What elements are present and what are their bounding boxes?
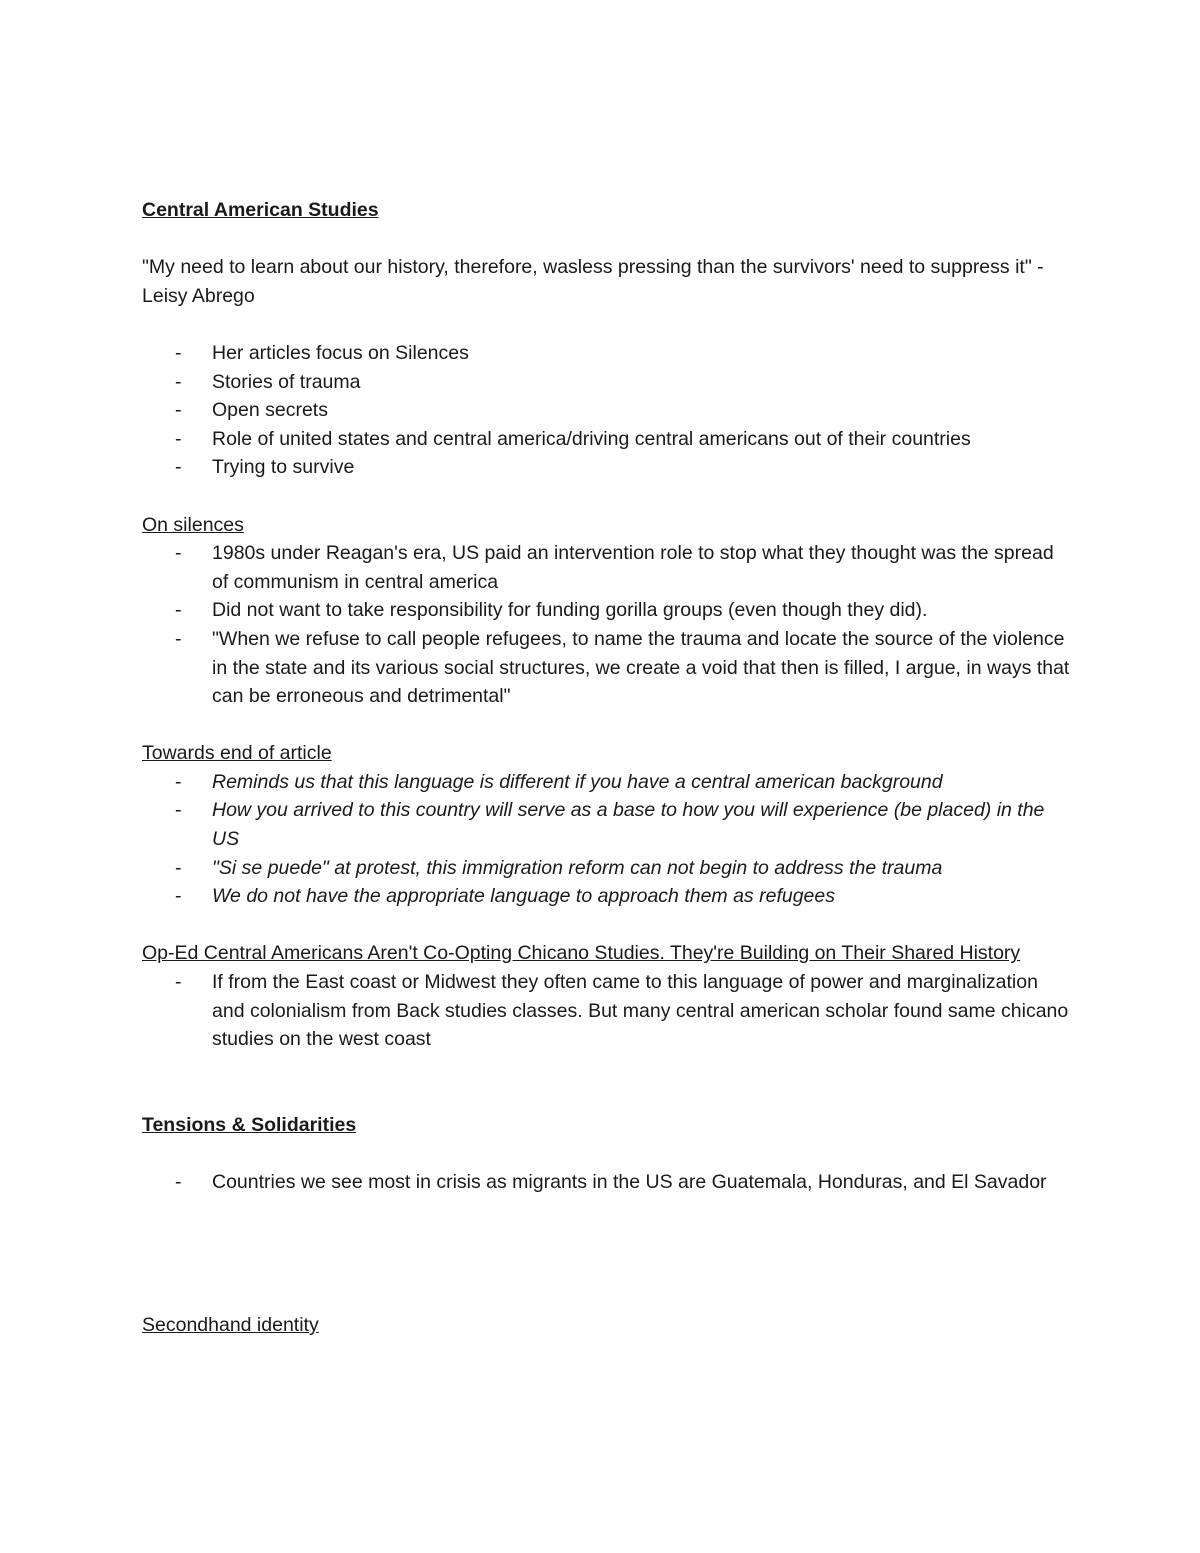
page-title: Central American Studies	[142, 199, 379, 221]
list-item: - "When we refuse to call people refugees, to name the trauma and locate the source of the violence in the state and its various social structures, we create a void that then is filled, I argue, in ways that can be erroneous and detrimental"	[175, 627, 1070, 708]
section-heading-secondhand-identity: Secondhand identity	[142, 1314, 319, 1337]
list-item: - Open secrets	[175, 399, 328, 422]
spacer	[142, 1082, 1072, 1111]
list-item: - 1980s under Reagan's era, US paid an intervention role to stop what they thought was the spread of communism in central america	[175, 542, 1054, 593]
list-item: - Her articles focus on Silences	[175, 341, 469, 364]
quote-paragraph: "My need to learn about our history, therefore, wasless pressing than the survivors' need to suppress it" - Leisy Abrego	[142, 256, 1044, 307]
document-page	[142, 196, 1072, 1340]
spacer	[142, 1140, 1072, 1169]
list-item: - "Si se puede" at protest, this immigration reform can not begin to address the trauma	[175, 856, 943, 879]
list-item: - If from the East coast or Midwest they often came to this language of power and marginalization and colonialism from Back studies classes. But many central american scholar found same chicano studies on the west coast	[175, 971, 1069, 1051]
list-item: - We do not have the appropriate language to approach them as refugees	[175, 885, 835, 908]
spacer	[142, 1283, 1072, 1312]
spacer	[142, 482, 1072, 511]
spacer	[142, 1254, 1072, 1283]
list-item: - Stories of trauma	[175, 370, 361, 393]
spacer	[142, 310, 1072, 339]
list-item: - Countries we see most in crisis as migrants in the US are Guatemala, Honduras, and El Savador	[175, 1171, 1047, 1194]
op-ed-list	[142, 968, 1072, 1054]
section-heading-op-ed: Op-Ed Central Americans Aren't Co-Opting Chicano Studies. They're Building on Their Shared History	[142, 942, 1021, 965]
intro-list	[142, 339, 1072, 482]
spacer	[142, 1225, 1072, 1254]
list-item: - Reminds us that this language is different if you have a central american background	[175, 770, 943, 793]
spacer	[142, 911, 1072, 940]
end-of-article-list	[142, 768, 1072, 911]
section-heading-tensions: Tensions & Solidarities	[142, 1114, 357, 1136]
list-item: - How you arrived to this country will serve as a base to how you will experience (be placed) in the US	[175, 799, 1045, 851]
list-item: - Did not want to take responsibility for funding gorilla groups (even though they did).	[175, 599, 928, 622]
section-heading-end-of-article: Towards end of article	[142, 742, 332, 765]
spacer	[142, 225, 1072, 254]
spacer	[142, 711, 1072, 740]
spacer	[142, 1197, 1072, 1226]
silences-list	[142, 539, 1072, 711]
list-item: - Trying to survive	[175, 456, 355, 479]
section-heading-silences: On silences	[142, 513, 244, 536]
tensions-list	[142, 1168, 1072, 1197]
list-item: - Role of united states and central america/driving central americans out of their countries	[175, 427, 971, 450]
spacer	[142, 1054, 1072, 1083]
